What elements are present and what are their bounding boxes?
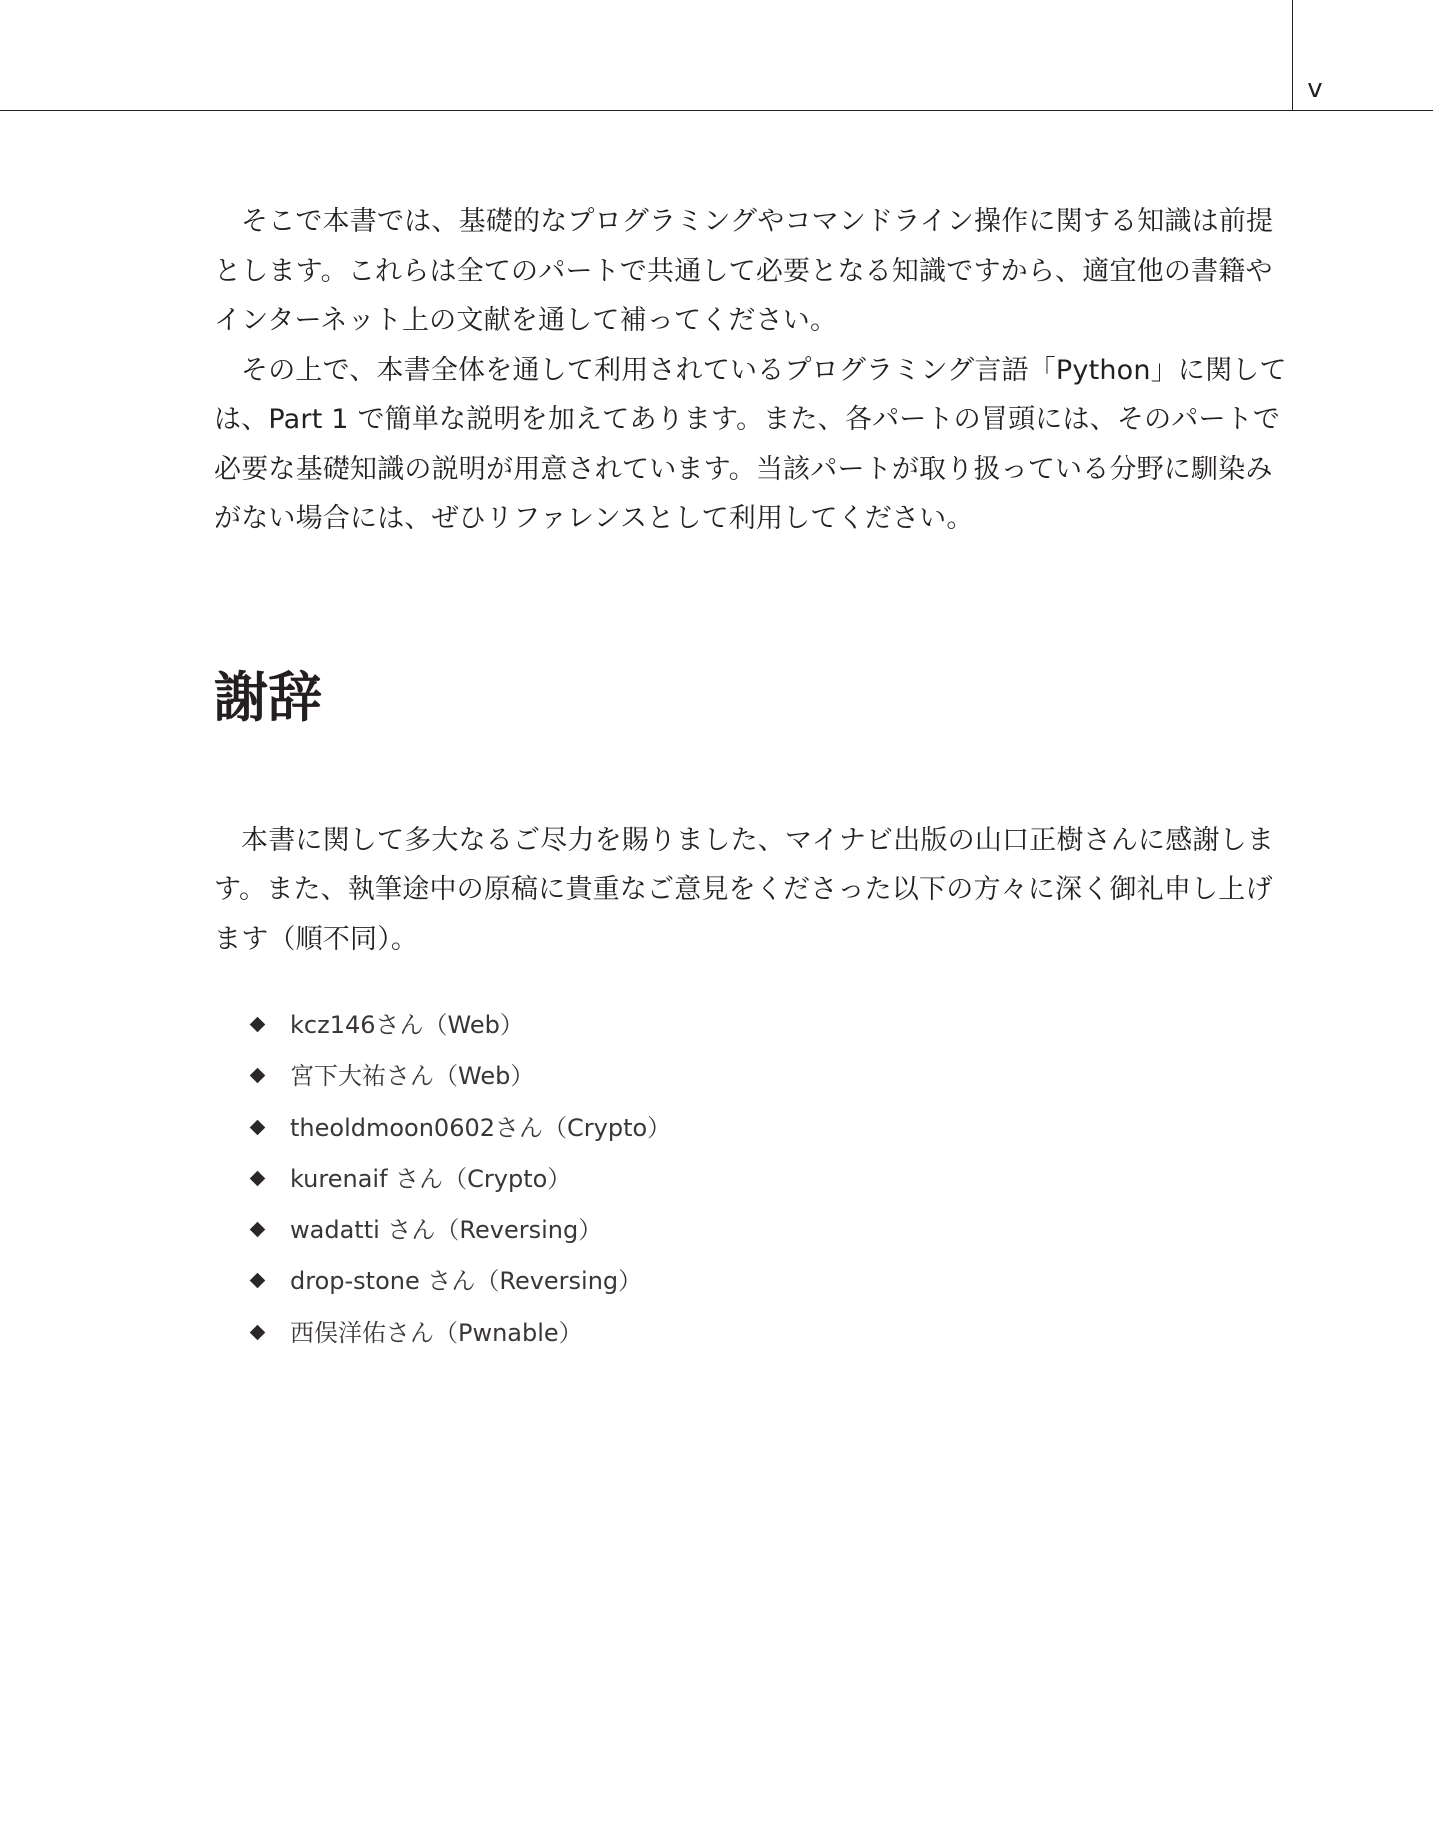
page-number: v	[1307, 74, 1323, 104]
contributor-name: kcz146さん（Web）	[290, 1011, 524, 1039]
list-item	[214, 1103, 1292, 1154]
list-item	[214, 1205, 1292, 1256]
diamond-bullet-icon	[250, 1325, 266, 1341]
contributor-list	[214, 1000, 1292, 1359]
contributor-name: wadatti さん（Reversing）	[290, 1216, 603, 1245]
diamond-bullet-icon	[250, 1222, 266, 1238]
acknowledgement-paragraph: 本書に関して多大なるご尽力を賜りました、マイナビ出版の山口正樹さんに感謝します。また、執筆途中の原稿に貴重なご意見をくださった以下の方々に深く御礼申し上げます（順不同）。	[214, 824, 1275, 955]
contributor-name: drop-stone さん（Reversing）	[290, 1267, 643, 1296]
list-item	[214, 1154, 1292, 1205]
list-item	[214, 1308, 1292, 1359]
contributor-name: 宮下大祐さん（Web）	[290, 1062, 535, 1091]
intro-paragraph-1: そこで本書では、基礎的なプログラミングやコマンドライン操作に関する知識は前提とします。これらは全てのパートで共通して必要となる知識ですから、適宜他の書籍やインターネット上の文献を通して補ってください。	[214, 206, 1274, 336]
diamond-bullet-icon	[250, 1119, 266, 1135]
list-item	[214, 1256, 1292, 1307]
diamond-bullet-icon	[250, 1273, 266, 1289]
list-item	[214, 1000, 1292, 1051]
contributor-name: 西俣洋佑さん（Pwnable）	[290, 1318, 583, 1347]
diamond-bullet-icon	[250, 1017, 266, 1033]
diamond-bullet-icon	[250, 1171, 266, 1187]
diamond-bullet-icon	[250, 1068, 266, 1084]
page-body	[214, 197, 1292, 1359]
contributor-name: theoldmoon0602さん（Crypto）	[290, 1113, 672, 1142]
contributor-name: kurenaif さん（Crypto）	[290, 1164, 572, 1193]
list-item	[214, 1051, 1292, 1102]
section-title: 謝辞	[214, 665, 322, 729]
header-rule	[0, 110, 1433, 111]
intro-paragraph-2: その上で、本書全体を通して利用されているプログラミング言語「Python」に関しては、Part 1 で簡単な説明を加えてあります。また、各パートの冒頭には、そのパートで必要な基礎知識の説明が用意されています。当該パートが取り扱っている分野に馴染みがない場合には、ぜひリファレンスとして利用してください。	[214, 354, 1287, 534]
